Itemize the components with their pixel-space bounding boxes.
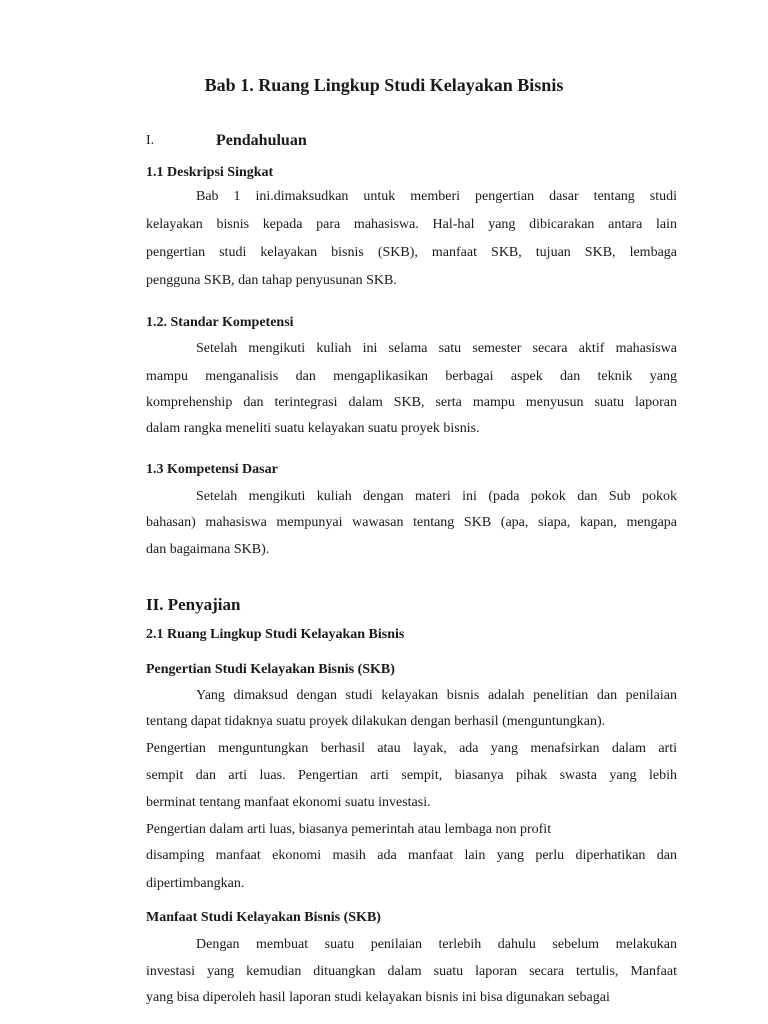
paragraph-line: Setelah mengikuti kuliah ini selama satu semester secara aktif mahasiswa (196, 341, 677, 356)
paragraph-line: berminat tentang manfaat ekonomi suatu investasi. (146, 795, 431, 810)
paragraph-line: sempit dan arti luas. Pengertian arti sempit, biasanya pihak swasta yang lebih (146, 768, 677, 783)
paragraph-line: investasi yang kemudian dituangkan dalam suatu laporan secara tertulis, Manfaat (146, 964, 677, 979)
paragraph-line: dan bagaimana SKB). (146, 542, 270, 557)
paragraph-line: kelayakan bisnis kepada para mahasiswa. Hal-hal yang dibicarakan antara lain (146, 217, 677, 232)
paragraph-line: komprehenship dan terintegrasi dalam SKB, serta mampu menyusun suatu laporan (146, 395, 677, 410)
paragraph-line: dalam rangka meneliti suatu kelayakan suatu proyek bisnis. (146, 421, 480, 436)
subsection-heading: 1.2. Standar Kompetensi (146, 315, 294, 330)
paragraph-line: tentang dapat tidaknya suatu proyek dilakukan dengan berhasil (menguntungkan). (146, 714, 606, 729)
section-title-pendahuluan: Pendahuluan (216, 132, 307, 149)
paragraph-line: yang bisa diperoleh hasil laporan studi kelayakan bisnis ini bisa digunakan sebagai (146, 990, 610, 1005)
paragraph-line: Setelah mengikuti kuliah dengan materi ini (pada pokok dan Sub pokok (196, 489, 677, 504)
paragraph-line: dipertimbangkan. (146, 876, 245, 891)
paragraph-line: pengguna SKB, dan tahap penyusunan SKB. (146, 273, 397, 288)
subsection-heading: Manfaat Studi Kelayakan Bisnis (SKB) (146, 910, 381, 925)
paragraph-line: Pengertian dalam arti luas, biasanya pemerintah atau lembaga non profit (146, 822, 552, 837)
subsection-heading: 1.3 Kompetensi Dasar (146, 462, 278, 477)
subsection-heading: 1.1 Deskripsi Singkat (146, 165, 274, 180)
paragraph-line: disamping manfaat ekonomi masih ada manfaat lain yang perlu diperhatikan dan (146, 848, 677, 863)
subsection-heading: 2.1 Ruang Lingkup Studi Kelayakan Bisnis (146, 627, 405, 642)
paragraph-line: Bab 1 ini.dimaksudkan untuk memberi pengertian dasar tentang studi (196, 189, 677, 204)
subsection-heading: Pengertian Studi Kelayakan Bisnis (SKB) (146, 662, 395, 677)
paragraph-line: pengertian studi kelayakan bisnis (SKB), manfaat SKB, tujuan SKB, lembaga (146, 245, 677, 260)
section-number: I. (146, 133, 155, 148)
section-title-penyajian: II. Penyajian (146, 595, 241, 614)
paragraph-line: Dengan membuat suatu penilaian terlebih dahulu sebelum melakukan (196, 937, 677, 952)
paragraph-line: bahasan) mahasiswa mempunyai wawasan tentang SKB (apa, siapa, kapan, mengapa (146, 515, 677, 530)
paragraph-line: Yang dimaksud dengan studi kelayakan bisnis adalah penelitian dan penilaian (196, 688, 677, 703)
paragraph-line: mampu menganalisis dan mengaplikasikan berbagai aspek dan teknik yang (146, 369, 677, 384)
document-title: Bab 1. Ruang Lingkup Studi Kelayakan Bisnis (204, 75, 564, 95)
paragraph-line: Pengertian menguntungkan berhasil atau layak, ada yang menafsirkan dalam arti (146, 741, 677, 756)
